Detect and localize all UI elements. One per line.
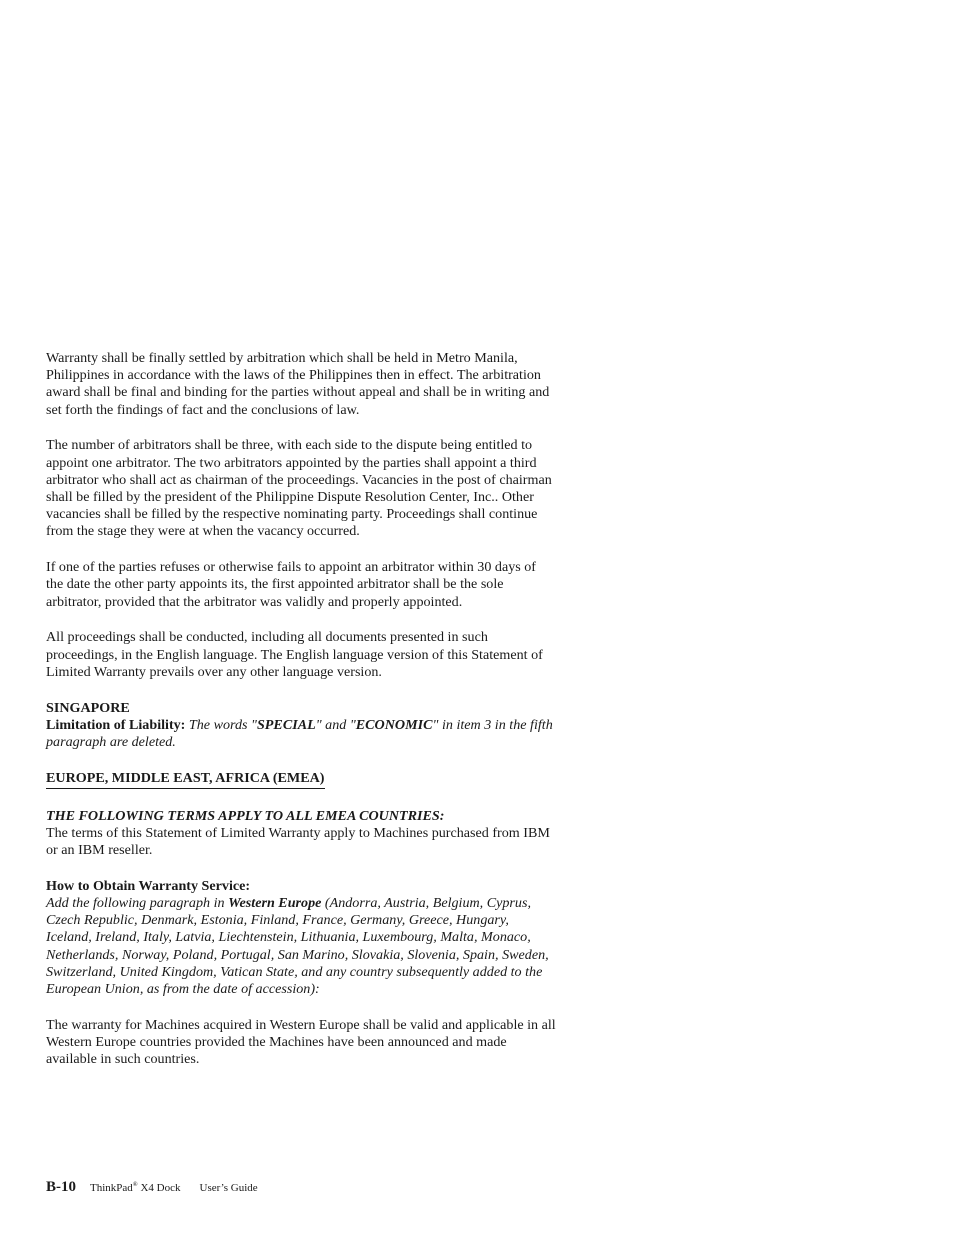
singapore-word-economic: ECONOMIC (355, 716, 433, 733)
paragraph-western-europe-validity: The warranty for Machines acquired in Western Europe shall be valid and applicable in all Western Europe countries provided the Machines have been announced and made available in such countries. (46, 1016, 556, 1068)
page-footer (46, 1178, 258, 1196)
singapore-text-c: " in item 3 in the fifth paragraph are deleted. (46, 716, 553, 751)
section-warranty-service (46, 878, 556, 998)
warranty-service-countries: (Andorra, Austria, Belgium, Cyprus, Czech Republic, Denmark, Estonia, Finland, France, Germany, Greece, Hungary, Iceland, Ireland, Italy, Latvia, Liechtenstein, Lithuania, Luxembourg, Malta, Monaco, Netherlands, Norway, Poland, Portugal, San Marino, Slovakia, Slovenia, Spain, Sweden, Switzerland, United Kingdom, Vatican State, and any country subsequently added to the European Union, as from the date of accession): (46, 895, 549, 998)
warranty-service-intro: Add the following paragraph in (46, 895, 229, 912)
footer-product-model: X4 Dock (137, 1182, 181, 1194)
section-singapore (46, 700, 556, 752)
emea-terms-text: The terms of this Statement of Limited Warranty apply to Machines purchased from IBM or an IBM reseller. (46, 824, 550, 859)
paragraph-language: All proceedings shall be conducted, including all documents presented in such proceedings, in the English language. The English language version of this Statement of Limited Warranty prevails over any other language version. (46, 629, 543, 680)
label-limitation-of-liability: Limitation of Liability: (46, 716, 186, 733)
paragraph-arbitrator-appointment-failure: If one of the parties refuses or otherwise fails to appoint an arbitrator within 30 days of the date the other party appoints its, the first appointed arbitrator shall be the sole arbitrator, provided that the arbitrator was validly and properly appointed. (46, 559, 537, 610)
warranty-service-text (46, 895, 556, 998)
warranty-service-region: Western Europe (228, 895, 322, 912)
heading-warranty-service: How to Obtain Warranty Service: (46, 877, 251, 894)
page-number: B-10 (46, 1179, 76, 1195)
section-emea-terms (46, 808, 556, 860)
heading-emea-terms: THE FOLLOWING TERMS APPLY TO ALL EMEA COUNTRIES: (46, 807, 445, 824)
section-emea-heading-wrap (46, 770, 556, 789)
heading-emea: EUROPE, MIDDLE EAST, AFRICA (EMEA) (46, 770, 325, 789)
heading-singapore: SINGAPORE (46, 699, 130, 716)
footer-product (90, 1182, 181, 1194)
singapore-text-a: The words " (188, 716, 257, 733)
paragraph-arbitration-settlement: Warranty shall be finally settled by arbitration which shall be held in Metro Manila, Philippines in accordance with the laws of the Philippines then in effect. The arbitration award shall be final and binding for the parties without appeal and shall be in writing and set forth the findings of fact and the conclusions of law. (46, 350, 550, 418)
footer-product-name: ThinkPad (90, 1182, 133, 1194)
singapore-text-b: " and " (315, 716, 356, 733)
footer-guide-title: User’s Guide (199, 1182, 258, 1194)
paragraph-number-of-arbitrators: The number of arbitrators shall be three, with each side to the dispute being entitled to appoint one arbitrator. The two arbitrators appointed by the parties shall appoint a third arbitrator who shall act as chairman of the proceedings. Vacancies in the post of chairman shall be filled by the president of the Philippine Dispute Resolution Center, Inc.. Other vacancies shall be filled by the respective nominating party. Proceedings shall continue from the stage they were at when the vacancy occurred. (46, 437, 552, 540)
page-body (46, 350, 556, 1087)
singapore-word-special: SPECIAL (256, 716, 316, 733)
singapore-limitation-of-liability (46, 717, 556, 751)
registered-mark: ® (132, 1181, 138, 1188)
